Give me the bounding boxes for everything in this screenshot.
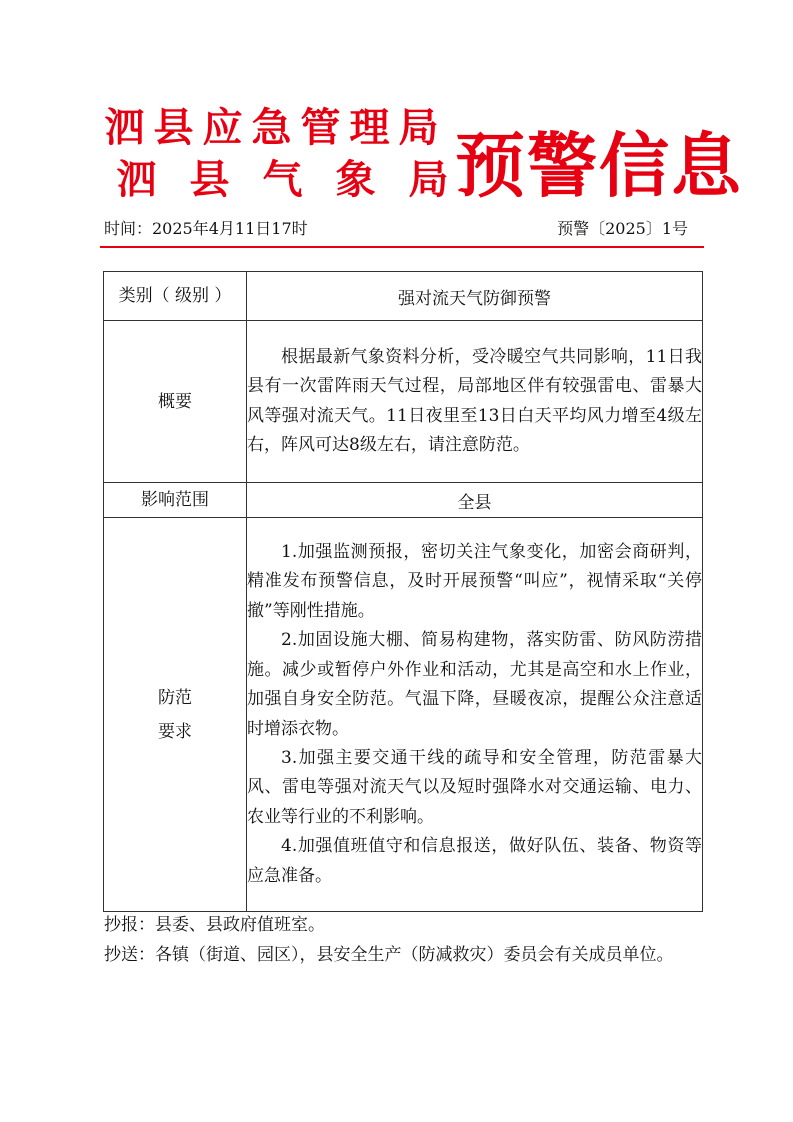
issuer-line-emergency-bureau — [100, 104, 443, 152]
cc-report: 抄报：县委、县政府值班室。 — [104, 915, 325, 935]
table-row-scope — [104, 483, 703, 518]
requirement-item: 2.加固设施大棚、简易构建物，落实防雷、防风防涝措施。减少或暂停户外作业和活动，尤其是高空和水上作业，加强自身安全防范。气温下降，昼暖夜凉，提醒公众注意适时增添衣物。 — [247, 630, 702, 739]
summary-text: 根据最新气象资料分析，受冷暖空气共同影响，11日我县有一次雷阵雨天气过程，局部地区伴有较强雷电、雷暴大风等强对流天气。11日夜里至13日白天平均风力增至4级左右，阵风可达8级左右，请注意防范。 — [247, 346, 702, 455]
requirements-label-line: 防范 — [158, 687, 192, 708]
table-row-category — [104, 272, 703, 321]
issuer-char: 局 — [408, 157, 449, 203]
requirements-cell — [247, 518, 703, 912]
requirement-item: 1.加强监测预报，密切关注气象变化，加密会商研判，精准发布预警信息，及时开展预警“叫应”，视情采取“关停撤”等刚性措施。 — [247, 542, 702, 621]
warning-table — [103, 271, 703, 912]
issuer-char: 管 — [300, 105, 341, 151]
issuer-char: 泗 — [104, 105, 145, 151]
requirement-item: 4.加强值班值守和信息报送，做好队伍、装备、物资等应急准备。 — [247, 836, 702, 886]
issuer-line-weather-bureau — [100, 156, 465, 204]
issuer-char: 理 — [349, 105, 390, 151]
table-row-summary — [104, 321, 703, 483]
issue-time: 时间：2025年4月11日17时 — [104, 219, 308, 238]
requirements-label — [104, 518, 247, 912]
category-value: 强对流天气防御预警 — [247, 272, 703, 321]
summary-cell — [247, 321, 703, 483]
issuer-char: 急 — [251, 105, 292, 151]
category-label: 类别（ 级别 ） — [104, 272, 247, 321]
cc-send: 抄送：各镇（街道、园区），县安全生产（防减救灾）委员会有关成员单位。 — [104, 945, 674, 965]
document-number: 预警〔2025〕1号 — [557, 219, 688, 238]
table-row-requirements — [104, 518, 703, 912]
requirements-label-line: 要求 — [158, 721, 192, 742]
issuer-char: 象 — [335, 157, 376, 203]
distribution-footer — [104, 910, 704, 970]
issuer-char: 气 — [262, 157, 303, 203]
issuer-char: 县 — [189, 157, 230, 203]
scope-label: 影响范围 — [104, 483, 247, 518]
scope-value: 全县 — [247, 483, 703, 518]
issuer-char: 泗 — [116, 157, 157, 203]
warning-title: 预警信息 — [455, 125, 743, 207]
summary-label: 概要 — [104, 321, 247, 483]
issuer-char: 局 — [398, 105, 439, 151]
issuer-char: 应 — [202, 105, 243, 151]
requirement-item: 3.加强主要交通干线的疏导和安全管理，防范雷暴大风、雷电等强对流天气以及短时强降水对交通运输、电力、农业等行业的不利影响。 — [247, 747, 702, 827]
issuer-char: 县 — [153, 105, 194, 151]
document-header — [100, 104, 743, 207]
header-divider — [100, 246, 704, 248]
